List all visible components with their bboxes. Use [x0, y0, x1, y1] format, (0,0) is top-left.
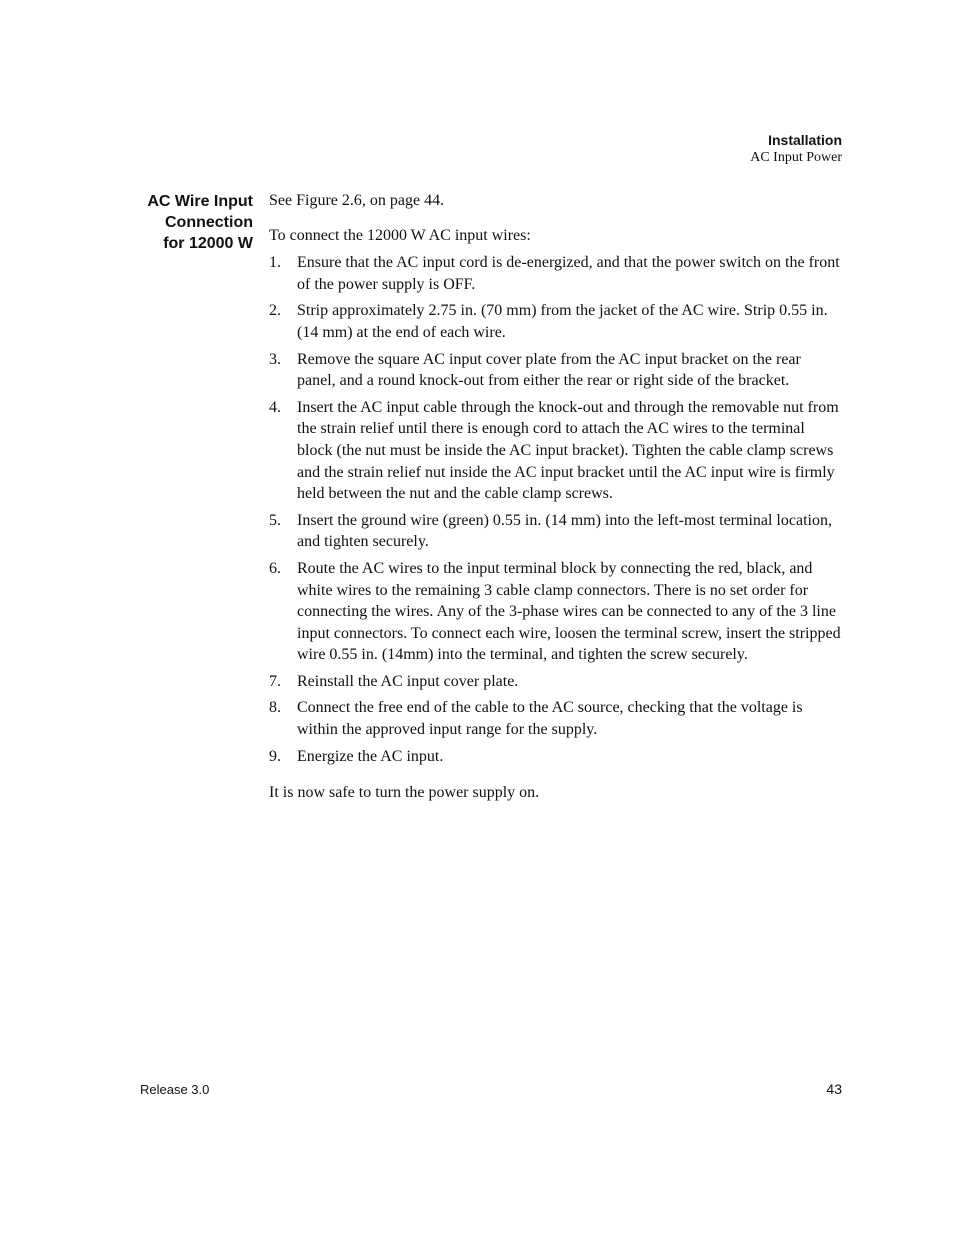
list-item — [269, 558, 841, 666]
step-number: 6. — [269, 559, 281, 577]
step-number: 2. — [269, 302, 281, 320]
closing-paragraph: It is now safe to turn the power supply on. — [269, 784, 540, 802]
list-item — [269, 349, 841, 392]
section-heading — [120, 191, 253, 254]
list-item — [269, 671, 841, 693]
step-text: Route the AC wires to the input terminal block by connecting the red, black, and white wires to the remaining 3 cable clamp connectors. There is no set order for connecting the wires. Any of the 3-phase wires can be connected to any of the 3 line input connectors. To connect each wire, loosen the terminal screw, insert the stripped wire 0.55 in. (14mm) into the terminal, and tighten the screw securely. — [297, 559, 841, 664]
step-text: Connect the free end of the cable to the AC source, checking that the voltage is within the approved input range for the supply. — [297, 699, 803, 739]
body-text — [269, 190, 841, 804]
page-number: 43 — [826, 1081, 842, 1097]
step-number: 9. — [269, 747, 281, 765]
list-item — [269, 252, 841, 295]
step-text: Strip approximately 2.75 in. (70 mm) from the jacket of the AC wire. Strip 0.55 in. (14 mm) at the end of each wire. — [297, 302, 828, 341]
step-number: 7. — [269, 672, 281, 690]
footer-release: Release 3.0 — [140, 1082, 210, 1097]
section-heading-line-1: AC Wire Input — [147, 193, 253, 210]
step-text: Insert the AC input cable through the knock-out and through the removable nut from the strain relief until there is enough cord to attach the AC wires to the terminal block (the nut must be inside the AC input bracket). Tighten the cable clamp screws and the strain relief nut inside the AC input bracket until the AC input wire is firmly held between the nut and the cable clamp screws. — [297, 398, 839, 503]
section-heading-line-3: for 12000 W — [163, 235, 253, 252]
step-number: 5. — [269, 511, 281, 529]
running-header — [750, 131, 842, 167]
figure-reference: See Figure 2.6, on page 44. — [269, 192, 445, 209]
header-section-title: AC Input Power — [750, 150, 842, 165]
list-item — [269, 397, 841, 505]
list-item — [269, 746, 841, 768]
step-number: 1. — [269, 254, 281, 272]
step-text: Insert the ground wire (green) 0.55 in. (14 mm) into the left-most terminal location, and tighten securely. — [297, 511, 832, 551]
step-text: Remove the square AC input cover plate from the AC input bracket on the rear panel, and a round knock-out from either the rear or right side of the bracket. — [297, 350, 801, 390]
list-item — [269, 697, 841, 740]
intro-paragraph: To connect the 12000 W AC input wires: — [269, 226, 531, 244]
step-number: 8. — [269, 699, 281, 717]
step-number: 4. — [269, 398, 281, 416]
section-heading-line-2: Connection — [165, 214, 253, 231]
step-text: Reinstall the AC input cover plate. — [297, 672, 519, 690]
steps-list — [269, 252, 841, 767]
step-number: 3. — [269, 350, 281, 368]
header-chapter-title: Installation — [768, 132, 842, 148]
step-text: Ensure that the AC input cord is de-energized, and that the power switch on the front of the power supply is OFF. — [297, 254, 840, 293]
step-text: Energize the AC input. — [297, 747, 444, 765]
list-item — [269, 300, 841, 343]
list-item — [269, 510, 841, 553]
